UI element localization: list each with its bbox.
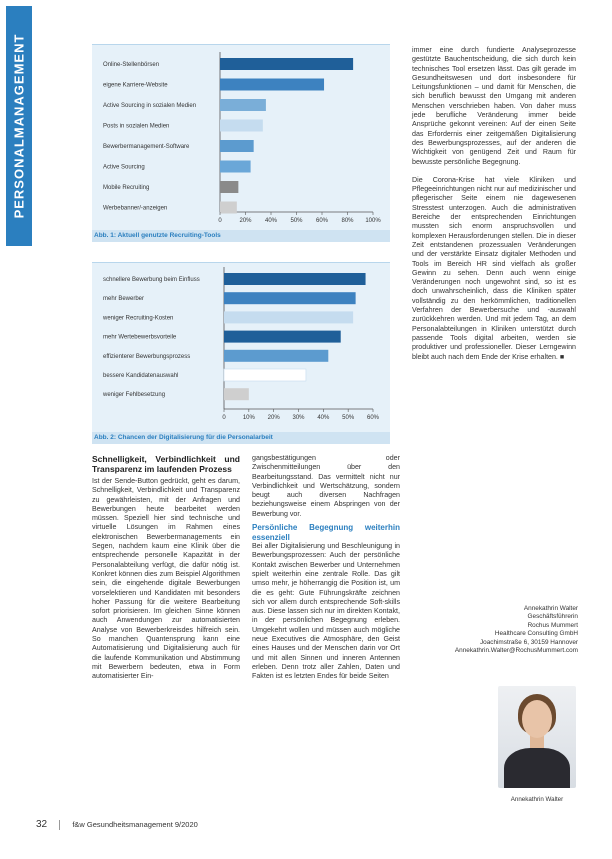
chart-2-svg	[92, 263, 390, 433]
category-label: mehr Wertebewerbsvorteile	[103, 334, 177, 341]
author-company: Rochus Mummert	[527, 621, 578, 629]
column-3	[412, 46, 576, 362]
bar	[220, 120, 263, 132]
section-heading: Schnelligkeit, Verbindlichkeit und Transparenz im laufenden Prozess	[92, 454, 240, 474]
category-label: eigene Karriere-Website	[103, 82, 168, 89]
category-label: schnellere Bewerbung beim Einfluss	[103, 277, 200, 283]
bar	[224, 311, 353, 323]
chart-2-caption: Abb. 2: Chancen der Digitalisierung für die Personalarbeit	[92, 432, 390, 444]
category-label: Online-Stellenbörsen	[103, 62, 160, 68]
bar	[220, 58, 353, 70]
page-number: 32	[36, 819, 48, 830]
category-label: Mobile Recruiting	[103, 185, 150, 191]
category-label: mehr Bewerber	[103, 296, 145, 303]
chart-1	[92, 44, 390, 242]
paragraph: gangsbestätigungen oder Zwischenmitteilungen über den Bearbeitungsstand. Das vermittelt nicht nur Verbindlichkeit und Wertschätzung, sondern beugt auch diversen Nachfragen beziehungsweise einem Abspringen von der Bewerbung vor.	[252, 454, 400, 518]
tick-label: 10%	[242, 415, 255, 421]
author-name: Annekathrin Walter	[523, 605, 578, 612]
chart-1-svg	[92, 45, 390, 231]
tick-label: 20%	[267, 415, 280, 421]
author-address: Joachimstraße 6, 30159 Hannover	[479, 638, 578, 646]
tick-label: 30%	[292, 415, 305, 421]
bar	[220, 161, 251, 173]
footer-divider	[59, 820, 60, 830]
bar	[224, 388, 249, 400]
tick-label: 60%	[315, 218, 329, 224]
tick-label: 100%	[365, 218, 381, 224]
paragraph: immer eine durch fundierte Analyseprozesse gestützte Bauchentscheidung, die sich durch kein technisches Tool ersetzen lässt. Das gilt gerade im Gesundheitswesen und dort insbesondere für Leitungsfunktionen – und damit für Menschen, die sich beruflich bewusst den Umgang mit anderen Menschen verschrieben haben. Von daher muss jede berufliche Veränderung immer beide Ansprüche gekonnt vereinen: Auf der einen Seite das Erfordernis einer zeitgemäßen Digitalisierung des Bewerbungsprozesses, auf der anderen die Wichtigkeit von genügend Zeit und Raum für bewusste persönliche Begegnung.	[412, 46, 576, 166]
tick-label: 50%	[342, 415, 355, 421]
chart-1-caption: Abb. 1: Aktuell genutzte Recruiting-Tools	[92, 230, 390, 242]
section-tab-label: PERSONALMANAGEMENT	[11, 33, 27, 219]
tick-label: 80%	[341, 218, 354, 224]
category-label: Active Sourcing	[103, 164, 145, 171]
author-email[interactable]: Annekathrin.Walter@RochusMummert.com	[454, 647, 578, 655]
page-footer	[36, 819, 198, 830]
column-2	[252, 454, 400, 682]
bar	[220, 202, 237, 214]
author-photo	[498, 686, 576, 788]
author-role: Geschäftsführerin	[527, 613, 578, 621]
section-tab	[6, 6, 32, 246]
paragraph: Bei aller Digitalisierung und Beschleunigung in Bewerbungsprozessen: Auch der persönliche Kontakt zwischen Bewerber und Unternehmen spielt weiterhin eine zentrale Rolle. Das gilt umso mehr, je höherrangig die Position ist, um die es geht: Gute Führungskräfte zeichnen sich vor allem durch entsprechende Soft-skills aus. Diese lassen sich nur im direkten Kontakt, in der persönlichen Begegnung erleben. Umgekehrt wollen und müssen auch mögliche neue Executives die Atmosphäre, den Geist eines Hauses und der Menschen darin vor Ort und mit allen Sinnen und inneren Antennen erleben. Denn trotz aller Zahlen, Daten und Fakten ist es letzten Endes für beide Seiten	[252, 542, 400, 681]
chart-2	[92, 262, 390, 444]
category-label: Werbebanner/-anzeigen	[103, 205, 168, 212]
tick-label: 40%	[317, 415, 330, 421]
author-company-2: Healthcare Consulting GmbH	[494, 630, 578, 638]
tick-label: 20%	[239, 218, 252, 224]
category-label: weniger Fehlbesetzung	[103, 392, 166, 399]
subheading: Persönliche Begegnung weiterhin essenziell	[252, 523, 400, 542]
column-1	[92, 454, 240, 682]
tick-label: 40%	[264, 218, 278, 224]
bar	[224, 292, 356, 304]
author-info	[428, 605, 578, 655]
category-label: Posts in sozialen Medien	[103, 123, 170, 130]
bar	[224, 273, 366, 285]
bar	[224, 369, 306, 381]
paragraph: Die Corona-Krise hat viele Kliniken und Pflegeeinrichtungen nicht nur auf medizinischer und pflegerischer Seite einem nie dagewesenen Stresstest unterzogen. Auch die administrativen Bereiche der entsprechenden Einrichtungen mussten sich enorm anspruchsvollen und komplexen Herausforderungen stellen. Die in dieser Zeit entstandenen prozessualen Veränderungen und der verstärkte Einsatz digitaler Methoden und Tools im Bereich HR sind vielfach als großer Gewinn zu sehen. Denn auch wenn einige Veränderungen noch ungewohnt sind, so ist es doch unwahrscheinlich, dass die Kliniken später vollständig zu den herkömmlichen, traditionellen Verfahren der Bewerbersuche und -auswahl zurückkehren werden. Und mit jedem Tag, an dem Personalabteilungen in Kliniken unterstützt durch passende Tools digital arbeiten, werden sie produktiver und professioneller. Dieser Lerngewinn bleibt auch nach dem Ende der Krise erhalten. ■	[412, 175, 576, 361]
bar	[220, 181, 238, 193]
category-label: effizienterer Bewerbungsprozess	[103, 353, 191, 360]
bar	[220, 140, 254, 152]
bar	[220, 79, 324, 91]
category-label: weniger Recruiting-Kosten	[103, 315, 174, 322]
category-label: bessere Kandidatenauswahl	[103, 373, 179, 379]
tick-label: 50%	[290, 218, 303, 224]
paragraph: Ist der Sende-Button gedrückt, geht es darum, Schnelligkeit, Verbindlichkeit und Transparenz zu gewährleisten, mit der Anfragen und Bewerbungen heute bearbeitet werden müssen. Speziell hier sind technische und virtuelle Lösungen im Rahmen eines elektronischen Bewerbermanagements ein Segen, nachdem kaum eine Klinik über die entsprechende personelle Kapazität in der Personalabteilung verfügt, die dafür nötig ist. Konkret können dies zum Beispiel Algorithmen sein, die eingehende digitale Bewerbungen vorselektieren und Kandidaten mit besonders hoher Passung für die weitere Bearbeitung sofort priorisieren. Im gleichen Sinne können auch Anwendungen zur automatisierten Analyse von Bewerberkreisdes hilfreich sein. So manchen Quantensprung kann eine Automatisierung und Digitalisierung auch für die laufende Kommunikation und Abstimmung mit Bewerbern bedeuten, etwa in Form automatisierter Ein-	[92, 477, 240, 681]
bar	[220, 99, 266, 111]
bar	[224, 350, 328, 362]
tick-label: 0	[218, 218, 222, 224]
tick-label: 60%	[366, 415, 380, 421]
journal-name: f&w Gesundheitsmanagement 9/2020	[72, 820, 198, 829]
category-label: Bewerbermanagement-Software	[103, 144, 190, 150]
photo-caption: Annekathrin Walter	[510, 796, 564, 803]
category-label: Active Sourcing in sozialen Medien	[103, 103, 197, 109]
bar	[224, 331, 341, 343]
tick-label: 0	[222, 415, 226, 421]
